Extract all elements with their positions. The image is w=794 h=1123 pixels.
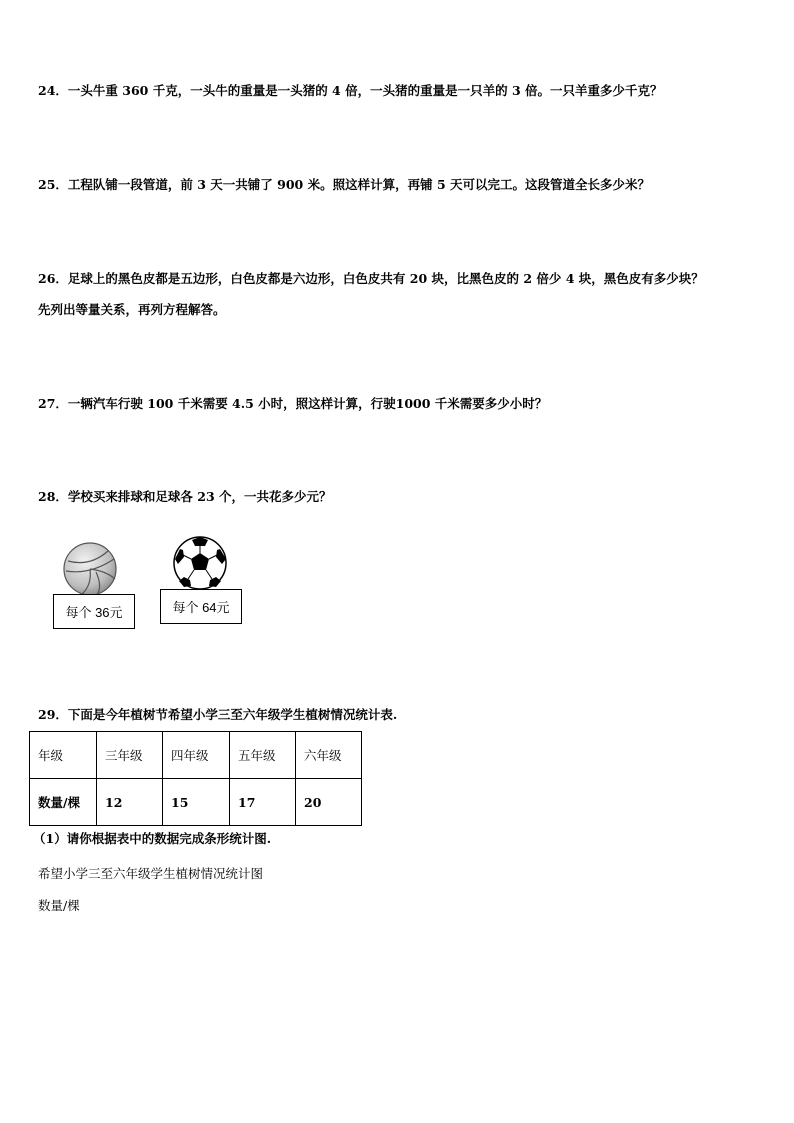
volleyball-icon [62, 541, 118, 597]
sub-question-1: （1）请你根据表中的数据完成条形统计图. [33, 831, 272, 846]
question-24: 24．一头牛重 360 千克，一头牛的重量是一头猪的 4 倍，一头猪的重量是一只羊的 3 倍。一只羊重多少千克？ [38, 83, 663, 98]
chart-y-label: 数量/棵 [38, 898, 80, 913]
table-cell: 12 [97, 779, 163, 826]
volleyball-price: 每个 36元 [53, 594, 135, 629]
chart-title: 希望小学三至六年级学生植树情况统计图 [38, 866, 264, 881]
table-cell: 17 [230, 779, 296, 826]
table-cell: 15 [163, 779, 230, 826]
table-cell: 20 [296, 779, 362, 826]
question-26-line2: 先列出等量关系，再列方程解答。 [38, 302, 226, 317]
table-cell: 三年级 [97, 732, 163, 779]
table-cell: 六年级 [296, 732, 362, 779]
planting-stats-table [29, 731, 362, 826]
table-cell: 五年级 [230, 732, 296, 779]
question-27: 27．一辆汽车行驶 100 千米需要 4.5 小时，照这样计算，行驶1000 千米需要多少小时？ [38, 396, 548, 411]
question-28: 28．学校买来排球和足球各 23 个，一共花多少元？ [38, 489, 332, 504]
table-cell: 数量/棵 [30, 779, 97, 826]
table-cell: 年级 [30, 732, 97, 779]
question-26: 26．足球上的黑色皮都是五边形，白色皮都是六边形，白色皮共有 20 块，比黑色皮的 2 倍少 4 块，黑色皮有多少块？ [38, 271, 704, 286]
table-cell: 四年级 [163, 732, 230, 779]
question-29: 29．下面是今年植树节希望小学三至六年级学生植树情况统计表. [38, 707, 398, 722]
question-25: 25．工程队铺一段管道，前 3 天一共铺了 900 米。照这样计算，再铺 5 天可以完工。这段管道全长多少米？ [38, 177, 650, 192]
football-icon [172, 535, 228, 591]
football-price: 每个 64元 [160, 589, 242, 624]
table-header-row [30, 732, 362, 779]
table-row [30, 779, 362, 826]
